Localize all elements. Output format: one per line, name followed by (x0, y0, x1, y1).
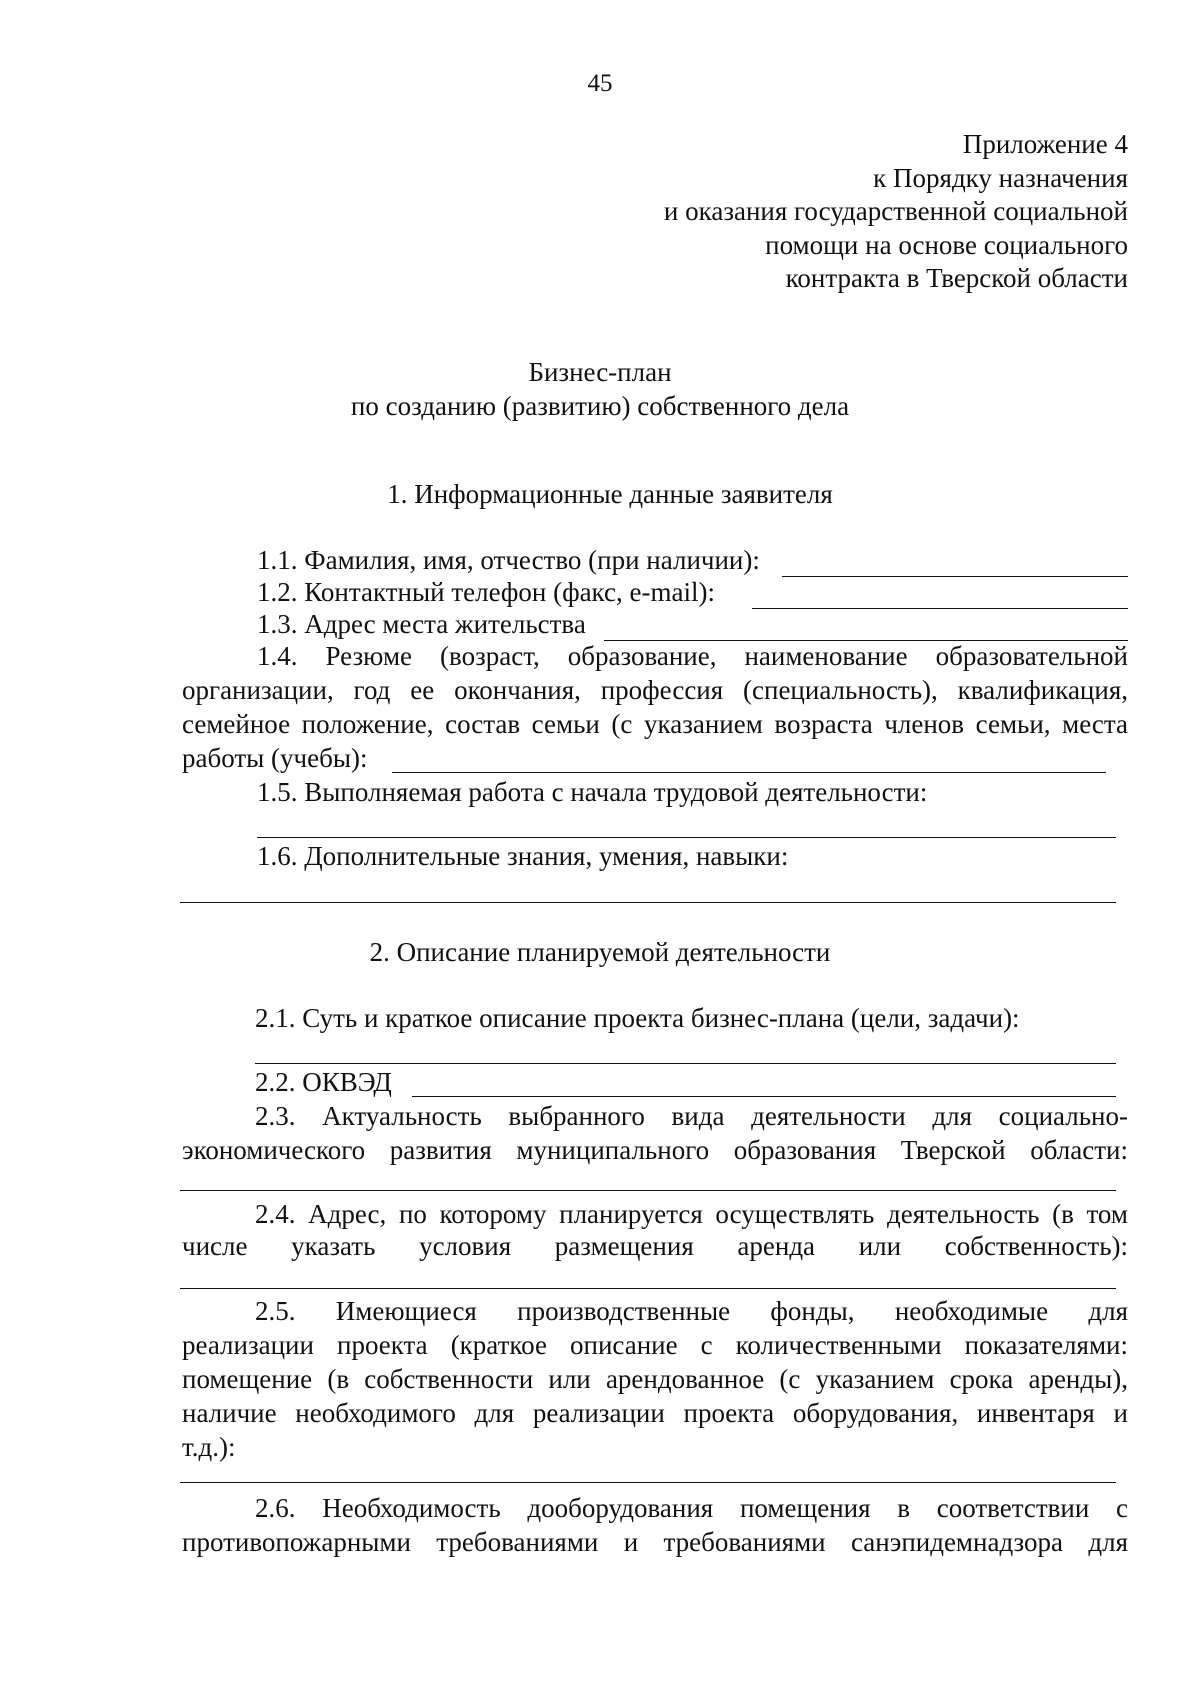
field-line-work-history[interactable] (257, 837, 1116, 838)
field-label-address: 1.3. Адрес места жительства (257, 609, 586, 639)
paragraph-line: 2.6. Необходимость дооборудования помещения в соответствии с (255, 1493, 1128, 1523)
paragraph-line: 2.5. Имеющиеся производственные фонды, необходимые для (255, 1296, 1128, 1326)
paragraph-line: семейное положение, состав семьи (с указанием возраста членов семьи, места (182, 709, 1128, 739)
field-line-okved[interactable] (412, 1096, 1116, 1097)
appendix-line: к Порядку назначения (873, 162, 1128, 193)
paragraph-line: 2.4. Адрес, по которому планируется осуществлять деятельность (в том (255, 1199, 1128, 1229)
paragraph-line: помещение (в собственности или арендованное (с указанием срока аренды), (182, 1364, 1128, 1394)
paragraph-line: 2.3. Актуальность выбранного вида деятельности для социально- (255, 1101, 1128, 1131)
field-label-project-summary: 2.1. Суть и краткое описание проекта бизнес-плана (цели, задачи): (255, 1003, 1020, 1033)
paragraph-line: противопожарными требованиями и требованиями санэпидемнадзора для (182, 1527, 1128, 1557)
field-line-phone[interactable] (752, 608, 1128, 609)
field-line-activity-address[interactable] (180, 1288, 1116, 1289)
section-1-heading: 1. Информационные данные заявителя (387, 479, 833, 509)
field-line-resume[interactable] (392, 772, 1106, 773)
paragraph-line: наличие необходимого для реализации проекта оборудования, инвентаря и (182, 1398, 1128, 1428)
paragraph-line: числе указать условия размещения аренда или собственность): (182, 1231, 1128, 1261)
appendix-block (664, 128, 1128, 296)
field-label-work-history: 1.5. Выполняемая работа с начала трудовой деятельности: (257, 777, 928, 807)
page-number: 45 (587, 70, 613, 97)
document-subtitle: по созданию (развитию) собственного дела (350, 391, 850, 421)
document-title: Бизнес-план (528, 357, 672, 387)
field-line-full-name[interactable] (782, 576, 1128, 577)
paragraph-line: организации, год ее окончания, профессия (специальность), квалификация, (182, 675, 1128, 705)
field-line-project-summary[interactable] (255, 1063, 1116, 1064)
paragraph-line: работы (учебы): (182, 743, 368, 773)
appendix-line: и оказания государственной социальной (663, 196, 1128, 226)
field-label-okved: 2.2. ОКВЭД (255, 1067, 392, 1097)
paragraph-line: реализации проекта (краткое описание с количественными показателями: (182, 1330, 1128, 1360)
paragraph-line: 1.4. Резюме (возраст, образование, наименование образовательной (257, 641, 1128, 671)
field-label-skills: 1.6. Дополнительные знания, умения, навыки: (257, 841, 789, 871)
paragraph-line: т.д.): (182, 1432, 236, 1462)
appendix-line: помощи на основе социального (765, 229, 1128, 260)
field-line-relevance[interactable] (180, 1190, 1116, 1191)
field-line-skills[interactable] (180, 902, 1116, 903)
field-label-phone: 1.2. Контактный телефон (факс, e-mail): (257, 577, 715, 607)
paragraph-line: экономического развития муниципального образования Тверской области: (182, 1135, 1128, 1165)
field-line-production-assets[interactable] (180, 1482, 1116, 1483)
appendix-line: Приложение 4 (962, 129, 1128, 159)
field-label-full-name: 1.1. Фамилия, имя, отчество (при наличии): (257, 545, 760, 575)
appendix-line: контракта в Тверской области (785, 263, 1128, 293)
section-2-heading: 2. Описание планируемой деятельности (369, 937, 831, 967)
